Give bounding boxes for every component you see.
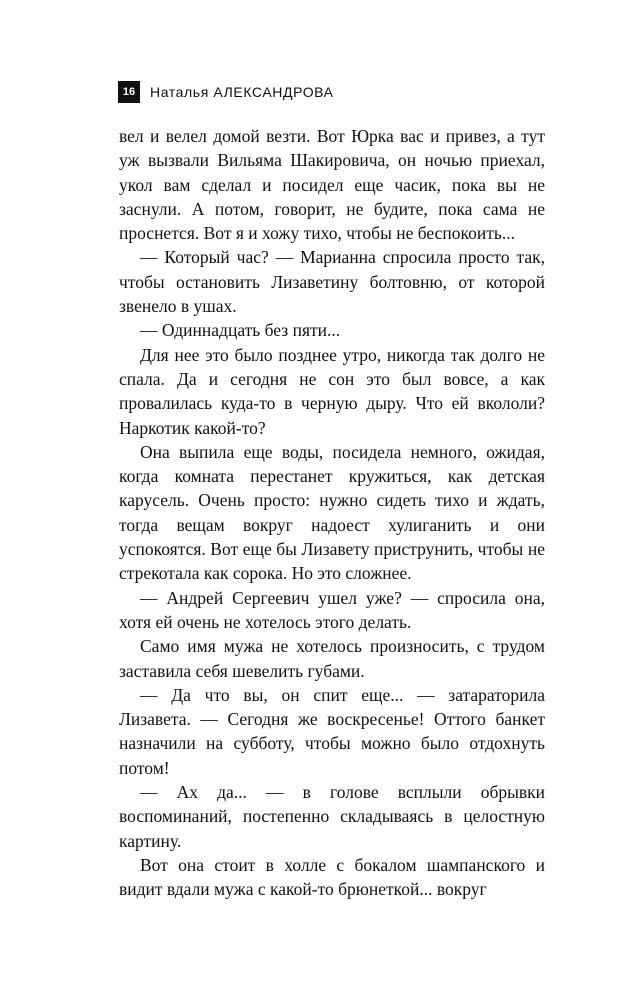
paragraph: Она выпила еще воды, посидела немного, ожидая, когда комната перестанет кружиться, как детская карусель. Очень просто: нужно сидеть тихо и ждать, тогда вещам вокруг надоест хулиганить и они успокоятся. Вот еще бы Лизавету приструнить, чтобы не стрекотала как сорока. Но это сложнее. — [119, 441, 545, 584]
paragraph: вел и велел домой везти. Вот Юрка вас и привез, а тут уж вызвали Вильяма Шакировича, он ночью приехал, укол вам сделал и посидел еще часик, пока вы не заснули. А потом, говорит, не будите, пока сама не проснется. Вот я и хожу тихо, чтобы не беспокоить... — [119, 126, 545, 244]
paragraph: — Ах да... — в голове всплыли обрывки воспоминаний, постепенно складываясь в целостную картину. — [119, 782, 545, 851]
paragraph: — Одиннадцать без пяти... — [140, 320, 341, 341]
running-header — [118, 81, 334, 103]
page-number: 16 — [118, 81, 140, 103]
paragraph: — Да что вы, он спит еще... — затараторила Лизавета. — Сегодня же воскресенье! Оттого банкет назначили на субботу, чтобы можно было отдохнуть потом! — [119, 684, 545, 778]
paragraph: Для нее это было позднее утро, никогда так долго не спала. Да и сегодня не сон это был вовсе, а как провалилась куда-то в черную дыру. Что ей вкололи? Наркотик какой-то? — [119, 344, 545, 438]
body-text — [119, 124, 545, 902]
paragraph: Вот она стоит в холле с бокалом шампанского и видит вдали мужа с какой-то брюнеткой... вокруг — [119, 854, 545, 900]
author-name: Наталья АЛЕКСАНДРОВА — [150, 84, 334, 100]
paragraph: Само имя мужа не хотелось произносить, с трудом заставила себя шевелить губами. — [119, 636, 545, 681]
paragraph: — Андрей Сергеевич ушел уже? — спросила она, хотя ей очень не хотелось этого делать. — [119, 587, 545, 632]
paragraph: — Который час? — Марианна спросила просто так, чтобы остановить Лизаветину болтовню, от которой звенело в ушах. — [119, 247, 545, 317]
